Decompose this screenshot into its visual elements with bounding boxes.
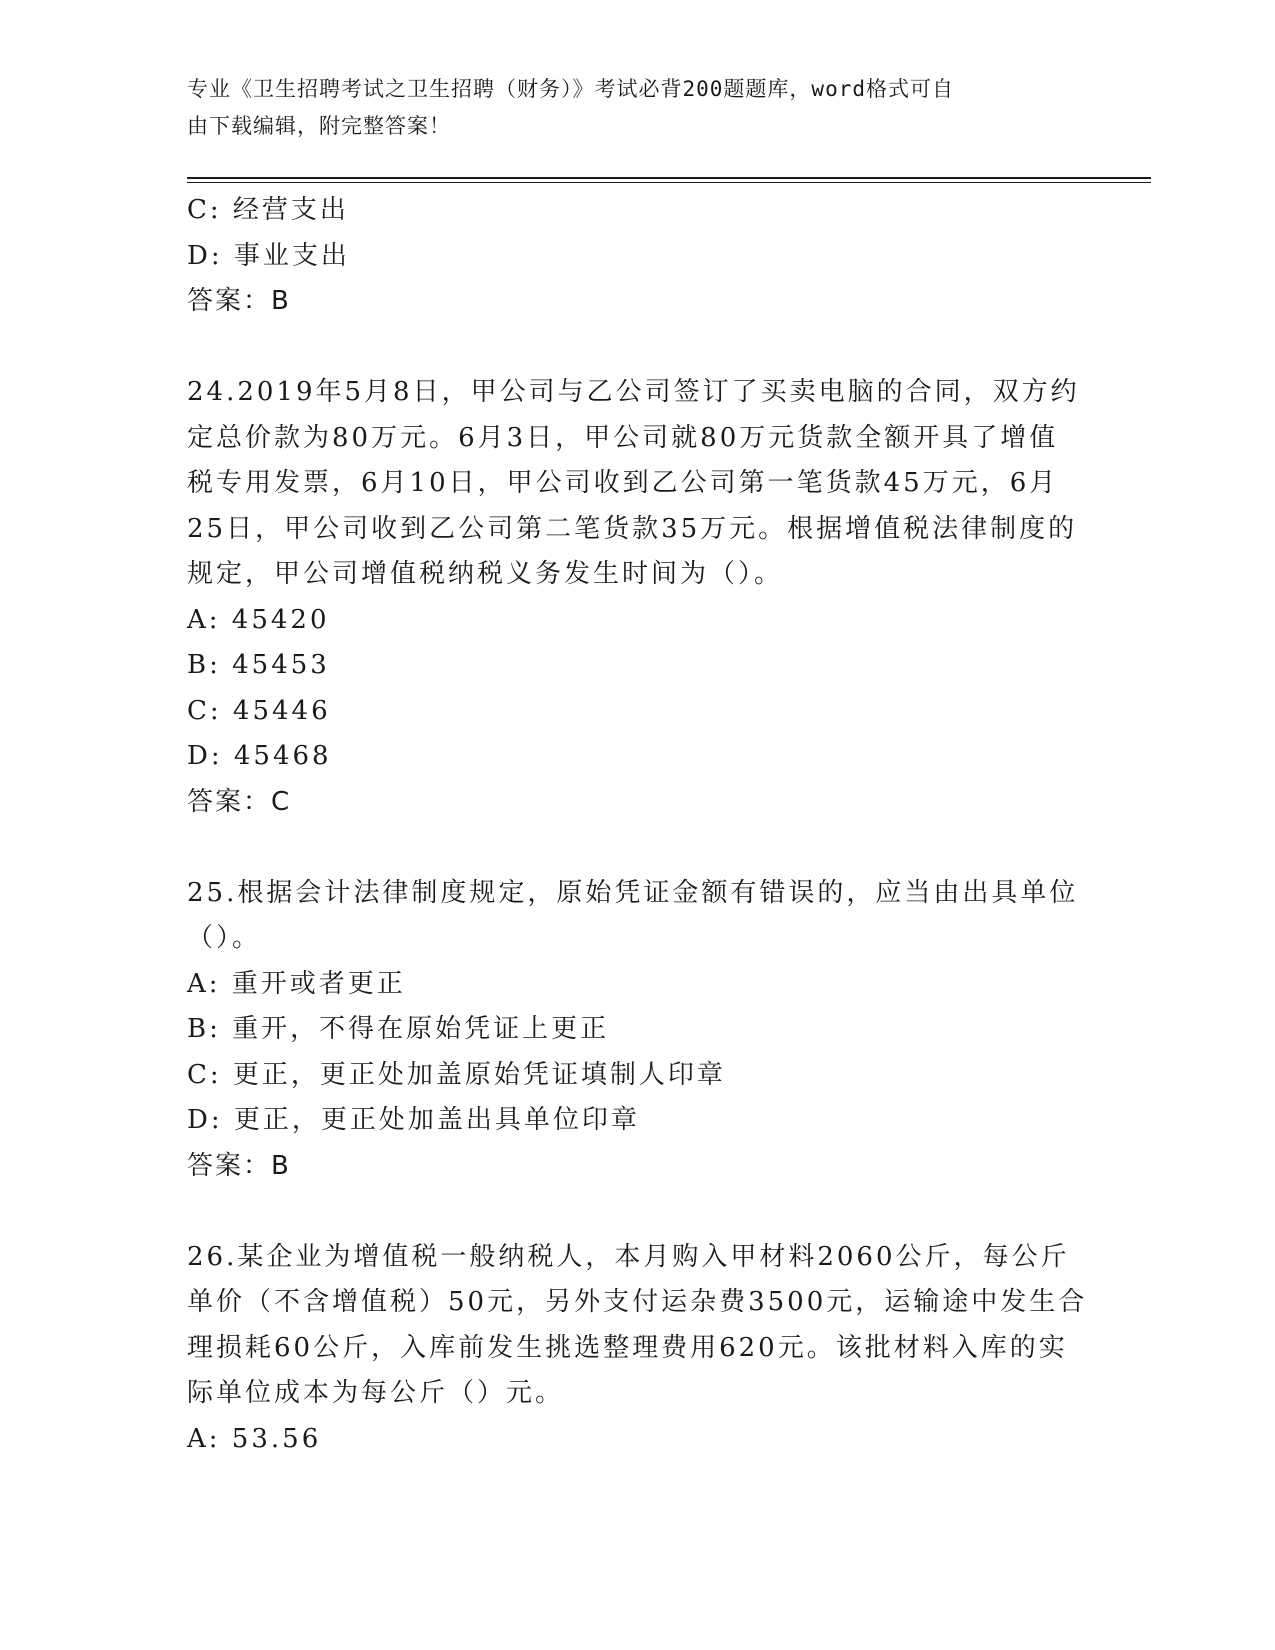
question-24	[187, 370, 1087, 825]
q24-option-c: C: 45446	[187, 695, 331, 726]
q24-option-b: B: 45453	[187, 650, 330, 680]
q25-stem-line: 25.根据会计法律制度规定，原始凭证金额有错误的，应当由出具单位	[187, 877, 1079, 908]
q24-stem-line: 规定，甲公司增值税纳税义务发生时间为（）。	[187, 559, 784, 589]
q24-stem-line: 24.2019年5月8日，甲公司与乙公司签订了买卖电脑的合同，双方约	[187, 377, 1080, 407]
q26-stem-line: 26.某企业为增值税一般纳税人，本月购入甲材料2060公斤，每公斤	[187, 1241, 1070, 1272]
q26-option-a: A: 53.56	[187, 1423, 322, 1454]
question-25	[187, 871, 1087, 1190]
q24-option-a: A: 45420	[187, 604, 330, 635]
header-divider-thin	[187, 182, 1151, 183]
question-23	[187, 188, 1087, 325]
q25-answer: 答案：B	[187, 1150, 291, 1181]
question-26	[187, 1235, 1087, 1463]
q25-option-d: D: 更正，更正处加盖出具单位印章	[187, 1105, 640, 1135]
header-line-1: 专业《卫生招聘考试之卫生招聘（财务）》考试必背200题题库，word格式可自	[187, 77, 954, 101]
q25-option-b: B: 重开，不得在原始凭证上更正	[187, 1014, 610, 1044]
q26-stem-line: 理损耗60公斤，入库前发生挑选整理费用620元。该批材料入库的实	[187, 1332, 1068, 1363]
q25-stem-line: （）。	[187, 923, 262, 953]
spacer	[187, 825, 1087, 871]
q26-stem-line: 单价（不含增值税）50元，另外支付运杂费3500元，运输途中发生合	[187, 1287, 1088, 1317]
q25-option-a: A: 重开或者更正	[187, 968, 406, 999]
q24-stem-line: 25日，甲公司收到乙公司第二笔货款35万元。根据增值税法律制度的	[187, 513, 1078, 544]
header-divider-thick	[187, 177, 1151, 179]
document-body	[187, 188, 1087, 1462]
spacer	[187, 325, 1087, 371]
q23-option-c: C: 经营支出	[187, 195, 349, 225]
q24-option-d: D: 45468	[187, 741, 332, 771]
header-line-2: 由下载编辑，附完整答案！	[187, 114, 451, 138]
spacer	[187, 1189, 1087, 1235]
q23-option-d: D: 事业支出	[187, 240, 350, 271]
q25-option-c: C: 更正，更正处加盖原始凭证填制人印章	[187, 1059, 726, 1090]
document-header	[187, 71, 1067, 145]
q23-answer: 答案：B	[187, 286, 291, 316]
q24-answer: 答案：C	[187, 786, 292, 817]
q26-stem-line: 际单位成本为每公斤（）元。	[187, 1378, 565, 1408]
q24-stem-line: 定总价款为80万元。6月3日，甲公司就80万元货款全额开具了增值	[187, 422, 1059, 453]
q24-stem-line: 税专用发票，6月10日，甲公司收到乙公司第一笔货款45万元，6月	[187, 468, 1059, 498]
